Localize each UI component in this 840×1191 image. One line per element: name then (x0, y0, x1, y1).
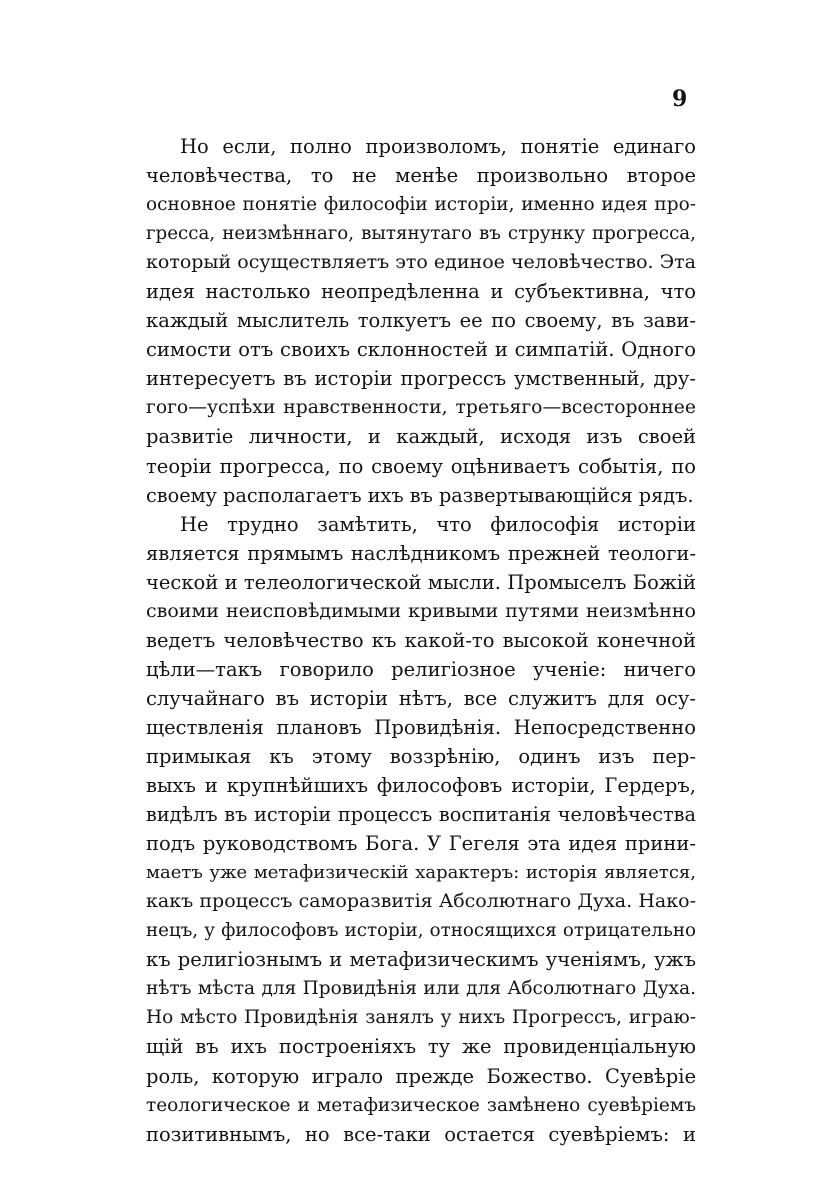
text-line: Но мѣсто Провидѣнія занялъ у нихъ Прогрессъ, играю- (146, 1007, 696, 1029)
text-line: гресса, неизмѣннаго, вытянутаго въ струнку прогресса, (146, 223, 696, 245)
text-line: основное понятіе философіи исторіи, именно идея про- (146, 194, 696, 216)
text-line: маетъ уже метафизическій характеръ: исторія является, (146, 862, 696, 884)
text-line: случайнаго въ исторіи нѣтъ, все служитъ для осу- (146, 686, 696, 710)
text-line: подъ руководствомъ Бога. У Гегеля эта идея прини- (146, 832, 696, 856)
text-line: человѣчества, то не менѣе произвольно второе (146, 164, 696, 188)
text-line: каждый мыслитель толкуетъ ее по своему, въ зави- (146, 309, 696, 333)
text-line: ческой и телеологической мысли. Промыселъ Божій (146, 570, 696, 594)
text-line: идея настолько неопредѣленна и субъективна, что (146, 280, 696, 304)
text-line: цѣли—такъ говорило религіозное ученіе: ничего (146, 657, 696, 681)
text-line: симости отъ своихъ склонностей и симпатій. Одного (146, 338, 696, 362)
text-line: ществленія плановъ Провидѣнія. Непосредственно (146, 715, 696, 739)
text-line: своему располагаетъ ихъ въ развертывающійся рядъ. (146, 483, 694, 507)
text-line: Не трудно замѣтить, что философія исторіи (180, 512, 696, 536)
text-line: нѣтъ мѣста для Провидѣнія или для Абсолютнаго Духа. (146, 978, 696, 1000)
text-line: своими неисповѣдимыми кривыми путями неизмѣнно (146, 599, 696, 622)
text-line: роль, которую играло прежде Божество. Суевѣріе (146, 1064, 696, 1088)
text-line: гого—успѣхи нравственности, третьяго—всестороннее (146, 397, 696, 419)
text-line: ведетъ человѣчество къ какой-то высокой конечной (146, 628, 696, 652)
text-line: къ религіознымъ и метафизическимъ ученіямъ, ужъ (146, 948, 696, 972)
text-line: который осуществляетъ это единое человѣчество. Эта (146, 251, 696, 274)
text-line: интересуетъ въ исторіи прогрессъ умственный, дру- (146, 367, 696, 391)
text-line: развитіе личности, и каждый, исходя изъ своей (146, 425, 696, 449)
page-number: 9 (672, 86, 688, 112)
text-line: является прямымъ наслѣдникомъ прежней теологи- (146, 541, 696, 565)
body-text (146, 132, 696, 1149)
text-line: теологическое и метафизическое замѣнено суевѣріемъ (146, 1094, 696, 1116)
text-line: Но если, полно произволомъ, понятіе единаго (180, 135, 696, 158)
text-line: выхъ и крупнѣйшихъ философовъ исторіи, Гердеръ, (146, 774, 696, 798)
text-line: позитивнымъ, но все-таки остается суевѣріемъ: и (146, 1122, 696, 1146)
text-line: теоріи прогресса, по своему оцѣниваетъ событія, по (146, 454, 696, 478)
text-line: какъ процессъ саморазвитія Абсолютнаго Духа. Нако- (146, 890, 696, 913)
text-line: примыкая къ этому воззрѣнію, одинъ изъ пер- (146, 744, 696, 768)
text-line: нецъ, у философовъ исторіи, относящихся отрицательно (146, 920, 696, 942)
text-line: видѣлъ въ исторіи процессъ воспитанія человѣчества (146, 803, 696, 827)
text-line: щій въ ихъ построеніяхъ ту же провиденціальную (146, 1035, 696, 1059)
